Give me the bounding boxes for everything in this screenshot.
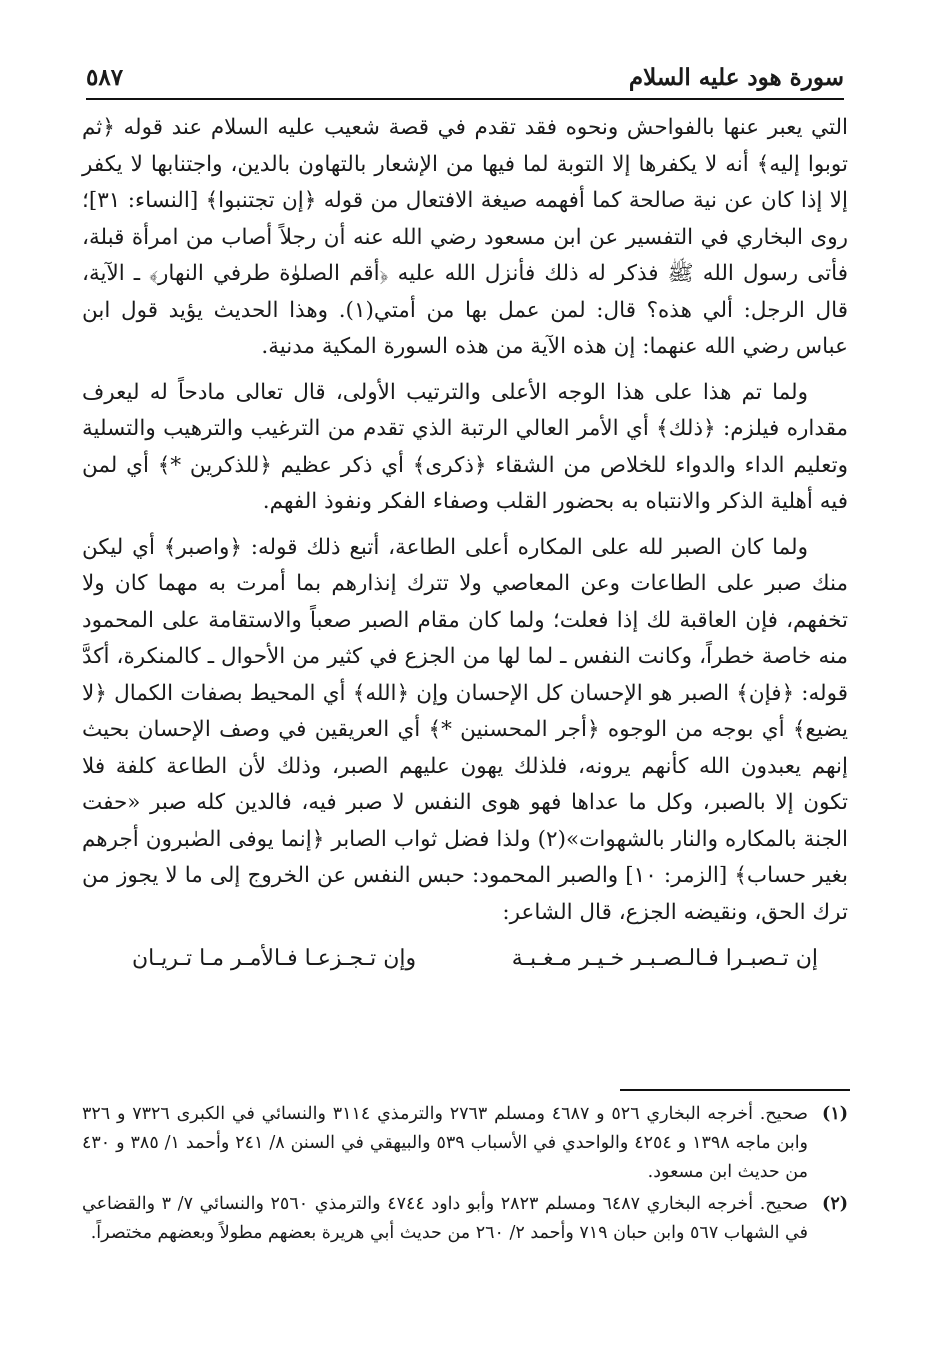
footnotes [82, 1100, 848, 1251]
footnote-divider [620, 1089, 850, 1091]
footnote-number: (١) [822, 1104, 848, 1124]
page-number: ٥٨٧ [86, 64, 124, 91]
footnote-text: صحيح. أخرجه البخاري ٦٤٨٧ ومسلم ٢٨٢٣ وأبو داود ٤٧٤٤ والترمذي ٢٥٦٠ والنسائي ٧/ ٣ والقضاعي في الشهاب ٥٦٧ وابن حبان ٧١٩ وأحمد ٢/ ٢٦٠ من حديث أبي هريرة بعضهم مطولاً وبعضهم مختصراً. [82, 1194, 808, 1243]
header-divider [86, 98, 844, 100]
verse-first-hemistich: إن تـصبـرا فـالـصـبـر خـيـر مـغـبـة [511, 946, 818, 971]
footnote-2 [82, 1190, 848, 1248]
paragraph-1: التي يعبر عنها بالفواحش ونحوه فقد تقدم في قصة شعيب عليه السلام عند قوله ﴿ثم توبوا إليه﴾ أنه لا يكفرها إلا التوبة لما فيها من الإشعار بالتهاون بالدين، واجتنابها لا يكفر إلا إذا كان عن نية صالحة كما أفهمه صيغة الافتعال من قوله ﴿إن تجتنبوا﴾ [النساء: ٣١]؛ روى البخاري في التفسير عن ابن مسعود رضي الله عنه أن رجلاً أصاب من امرأة قبلة، فأتى رسول الله ﷺ فذكر له ذلك فأنزل الله عليه ﴿أقم الصلوٰة طرفي النهار﴾ ـ الآية، قال الرجل: ألي هذه؟ قال: لمن عمل بها من أمتي(١). وهذا الحديث يؤيد قول ابن عباس رضي الله عنهما: إن هذه الآية من هذه السورة المكية مدنية. [82, 115, 848, 359]
poetry-verse [132, 940, 818, 978]
main-text [82, 110, 848, 978]
paragraph-3: ولما كان الصبر لله على المكاره أعلى الطاعة، أتبع ذلك قوله: ﴿واصبر﴾ أي ليكن منك صبر على الطاعات وعن المعاصي ولا تترك إنذارهم بما أمرت به مهما كان ولا تخفهم، فإن العاقبة لك إذا فعلت؛ ولما كان مقام الصبر صعباً والاستقامة على المحمود منه خاصة خطراً، وكانت النفس ـ لما لها من الجزع في كثير من الأحوال ـ كالمنكرة، أكدَّ قوله: ﴿فإن﴾ الصبر هو الإحسان كل الإحسان وإن ﴿الله﴾ أي المحيط بصفات الكمال ﴿لا يضيع﴾ أي بوجه من الوجوه ﴿أجر المحسنين *﴾ أي العريقين في وصف الإحسان بحيث إنهم يعبدون الله كأنهم يرونه، فلذلك يهون عليهم الصبر، وذلك لأن الطاعة كلفة فلا تكون إلا بالصبر، وكل ما عداها فهو هوى النفس لا صبر فيه، فالدين كله صبر «حفت الجنة بالمكاره والنار بالشهوات»(٢) ولذا فضل ثواب الصابر ﴿إنما يوفى الصٰبرون أجرهم بغير حساب﴾ [الزمر: ١٠] والصبر المحمود: حبس النفس عن الخروج إلى ما لا يجوز من ترك الحق، ونقيضه الجزع، قال الشاعر: [82, 534, 848, 925]
verse-second-hemistich: وإن تـجـزعـا فـالأمـر مـا تـريـان [132, 946, 417, 971]
footnote-number: (٢) [822, 1194, 848, 1214]
footnote-text: صحيح. أخرجه البخاري ٥٢٦ و ٤٦٨٧ ومسلم ٢٧٦٣ والترمذي ٣١١٤ والنسائي في الكبرى ٧٣٢٦ و ٣٢٦ وابن ماجه ١٣٩٨ و ٤٢٥٤ والواحدي في الأسباب ٥٣٩ والبيهقي في السنن ٨/ ٢٤١ وأحمد ١/ ٣٨٥ و ٤٣٠ من حديث ابن مسعود. [82, 1104, 809, 1182]
paragraph-2: ولما تم هذا على هذا الوجه الأعلى والترتيب الأولى، قال تعالى مادحاً له ليعرف مقداره فيلزم: ﴿ذلك﴾ أي الأمر العالي الرتبة الذي تقدم من الترغيب والترهيب والتسلية وتعليم الداء والدواء للخلاص من الشقاء ﴿ذكرى﴾ أي ذكر عظيم ﴿للذكرين *﴾ أي لمن فيه أهلية الذكر والانتباه به بحضور القلب وصفاء الفكر ونفوذ الفهم. [82, 379, 848, 514]
running-header [86, 60, 844, 100]
surah-title: سورة هود عليه السلام [628, 64, 844, 91]
footnote-1 [82, 1100, 848, 1187]
